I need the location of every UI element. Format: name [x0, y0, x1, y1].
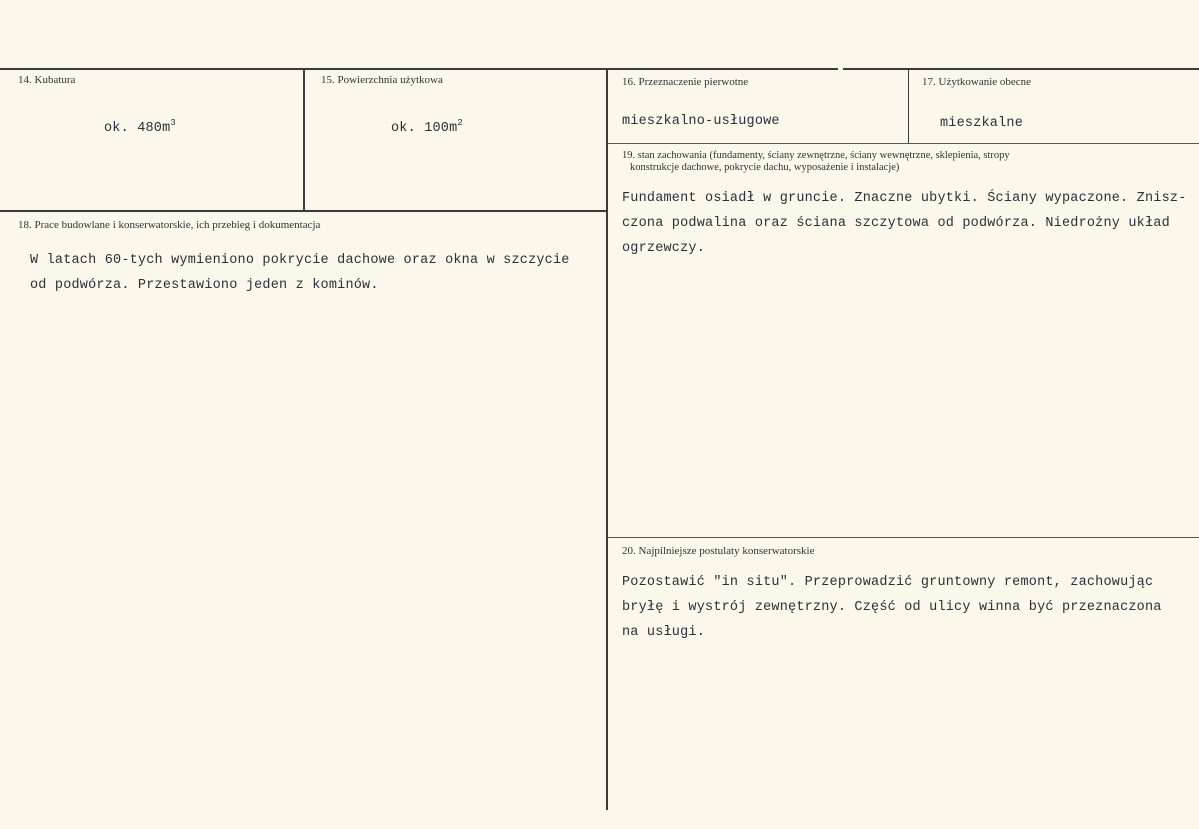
field-19-label-line2: konstrukcje dachowe, pokrycie dachu, wyposażenie i instalacje): [630, 162, 900, 173]
field-16-value: mieszkalno-usługowe: [622, 114, 780, 129]
row2-rule-right: [608, 537, 1199, 538]
field-16-label: 16. Przeznaczenie pierwotne: [622, 76, 749, 88]
field-15-value: [391, 118, 463, 136]
field-20-line: Pozostawić "in situ". Przeprowadzić gruntowny remont, zachowując: [622, 575, 1154, 590]
field-15-value-text: ok. 100m: [391, 121, 458, 136]
field-19-line: ogrzewczy.: [622, 241, 706, 256]
field-14-value-exponent: 3: [170, 118, 177, 128]
row1-rule-left: [0, 210, 608, 212]
col-divider-1: [303, 70, 305, 210]
field-14-label: 14. Kubatura: [18, 74, 76, 86]
field-20-text: [622, 570, 1162, 645]
field-19-label-line1: 19. stan zachowania (fundamenty, ściany zewnętrzne, ściany wewnętrzne, sklepienia, stropy: [622, 150, 1010, 161]
field-14-value: [104, 118, 176, 136]
field-18-label: 18. Prace budowlane i konserwatorskie, ich przebieg i dokumentacja: [18, 219, 321, 231]
top-rule-right: [843, 68, 1199, 70]
field-18-line: od podwórza. Przestawiono jeden z kominów.: [30, 278, 379, 293]
field-15-value-exponent: 2: [457, 118, 464, 128]
field-17-label: 17. Użytkowanie obecne: [922, 76, 1032, 88]
row1-rule-right: [608, 143, 1199, 144]
field-18-text: [30, 248, 570, 298]
field-15-label: 15. Powierzchnia użytkowa: [321, 74, 443, 86]
col-divider-main: [606, 70, 608, 810]
field-17-value: mieszkalne: [940, 116, 1024, 131]
col-divider-2: [908, 70, 909, 143]
field-20-line: na usługi.: [622, 625, 706, 640]
field-20-label: 20. Najpilniejsze postulaty konserwatorskie: [622, 545, 815, 557]
field-19-line: czona podwalina oraz ściana szczytowa od podwórza. Niedrożny układ: [622, 216, 1170, 231]
field-14-value-text: ok. 480m: [104, 121, 171, 136]
field-18-line: W latach 60-tych wymieniono pokrycie dachowe oraz okna w szczycie: [30, 253, 570, 268]
top-rule-left: [0, 68, 838, 70]
field-20-line: bryłę i wystrój zewnętrzny. Część od ulicy winna być przeznaczona: [622, 600, 1162, 615]
field-19-text: [622, 186, 1187, 261]
field-19-line: Fundament osiadł w gruncie. Znaczne ubytki. Ściany wypaczone. Znisz-: [622, 191, 1187, 206]
